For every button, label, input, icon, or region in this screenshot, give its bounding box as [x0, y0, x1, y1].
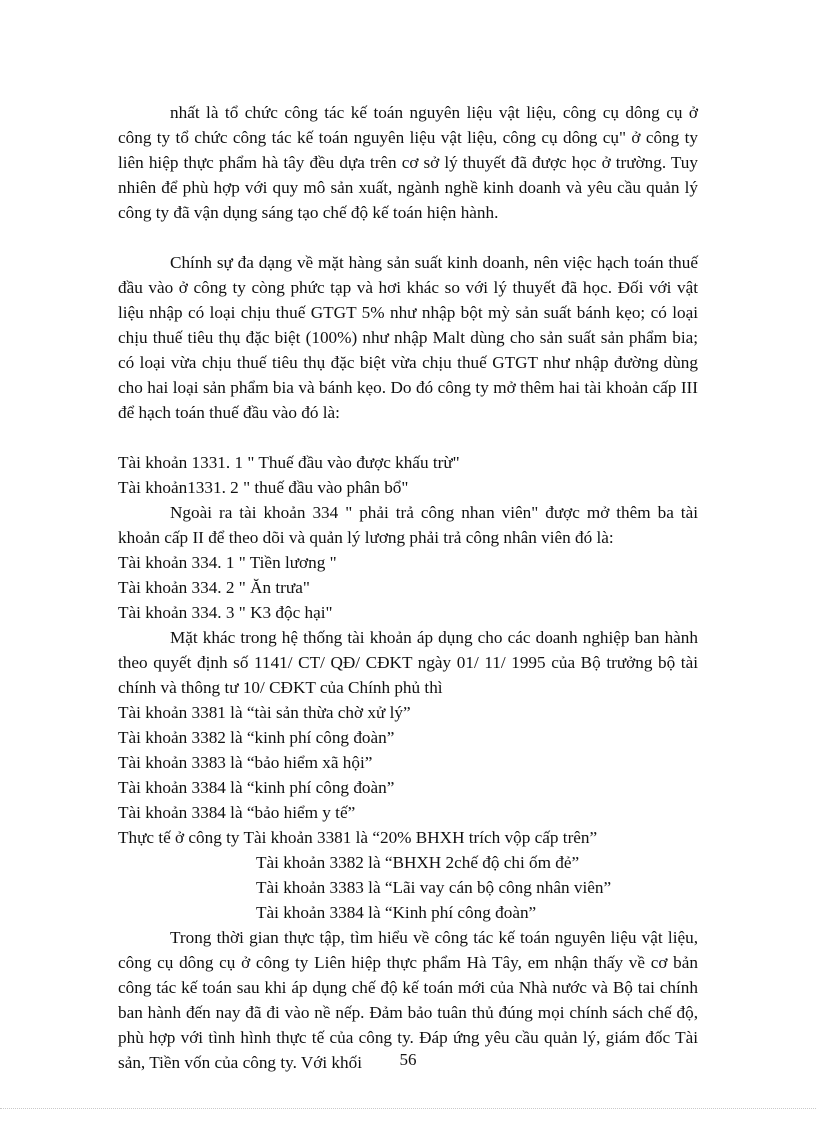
paragraph-input-tax: Chính sự đa dạng về mặt hàng sản suất kinh doanh, nên việc hạch toán thuế đầu vào ở công ty còng phức tạp và hơi khác so với lý thuyết đã học. Đối với vật liệu nhập có loại chịu thuế GTGT 5% như nhập bột mỳ sản suất bánh kẹo; có loại chịu thuế tiêu thụ đặc biệt (100%) như nhập Malt dùng cho sản suất sản phẩm bia; có loại vừa chịu thuế tiêu thụ đặc biệt vừa chịu thuế GTGT như nhập đường dùng cho hai loại sản phẩm bia và bánh kẹo. Do đó công ty mở thêm hai tài khoản cấp III để hạch toán thuế đầu vào đó là:: [118, 253, 698, 422]
page-bottom-divider: [0, 1108, 816, 1109]
salary-account-334-1: Tài khoản 334. 1 " Tiền lương ": [118, 553, 337, 572]
regulation-account-list: [118, 700, 698, 825]
tax-account-1331-1: Tài khoản 1331. 1 " Thuế đầu vào được khấu trừ": [118, 453, 460, 472]
tax-account-list: [118, 450, 698, 500]
practice-account-list: [118, 825, 698, 925]
salary-account-334-3: Tài khoản 334. 3 " K3 độc hại": [118, 603, 333, 622]
practice-account-3383: Tài khoản 3383 là “Lãi vay cán bộ công nhân viên”: [256, 878, 612, 897]
practice-account-3381: Thực tế ở công ty Tài khoản 3381 là “20% BHXH trích vộp cấp trên”: [118, 828, 598, 847]
paragraph-regulation: Mặt khác trong hệ thống tài khoản áp dụng cho các doanh nghiệp ban hành theo quyết định số 1141/ CT/ QĐ/ CĐKT ngày 01/ 11/ 1995 của Bộ trưởng bộ tài chính và thông tư 10/ CĐKT của Chính phủ thì: [118, 628, 698, 697]
salary-account-list: [118, 550, 698, 625]
regulation-account-3384-health: Tài khoản 3384 là “bảo hiểm y tế”: [118, 803, 356, 822]
paragraph-account-334: Ngoài ra tài khoản 334 " phải trả công nhan viên" được mở thêm ba tài khoản cấp II để theo dõi và quản lý lương phải trả công nhân viên đó là:: [118, 503, 698, 547]
practice-account-3384: Tài khoản 3384 là “Kinh phí công đoàn”: [256, 903, 537, 922]
regulation-account-3382: Tài khoản 3382 là “kinh phí công đoàn”: [118, 728, 395, 747]
tax-account-1331-2: Tài khoản1331. 2 " thuế đầu vào phân bổ": [118, 478, 409, 497]
regulation-account-3383: Tài khoản 3383 là “bảo hiểm xã hội”: [118, 753, 373, 772]
paragraph-intro-continued: nhất là tổ chức công tác kế toán nguyên liệu vật liệu, công cụ dông cụ ở công ty tổ chức công tác kế toán nguyên liệu vật liệu, công cụ dông cụ" ở công ty liên hiệp thực phẩm hà tây đều dựa trên cơ sở lý thuyết đã được học ở trường. Tuy nhiên để phù hợp với quy mô sản xuất, ngành nghề kinh doanh và yêu cầu quản lý công ty đã vận dụng sáng tạo chế độ kế toán hiện hành.: [118, 103, 698, 222]
practice-account-3382: Tài khoản 3382 là “BHXH 2chế độ chi ốm đẻ”: [256, 853, 580, 872]
regulation-account-3381: Tài khoản 3381 là “tài sản thừa chờ xử lý”: [118, 703, 411, 722]
page-number: 56: [399, 1050, 417, 1069]
regulation-account-3384-union: Tài khoản 3384 là “kinh phí công đoàn”: [118, 778, 395, 797]
paragraph-internship-observation: Trong thời gian thực tập, tìm hiểu về công tác kế toán nguyên liệu vật liệu, công cụ dông cụ ở công ty Liên hiệp thực phẩm Hà Tây, em nhận thấy về cơ bản công tác kế toán sau khi áp dụng chế độ kế toán mới của Nhà nước và Bộ tai chính ban hành đến nay đã đi vào nề nếp. Đảm bảo tuân thủ đúng mọi chính sách chế độ, phù hợp với tình hình thực tế của công ty. Đáp ứng yêu cầu quản lý, giám đốc Tài sản, Tiền vốn của công ty. Với khối: [118, 928, 698, 1072]
salary-account-334-2: Tài khoản 334. 2 " Ăn trưa": [118, 578, 310, 597]
